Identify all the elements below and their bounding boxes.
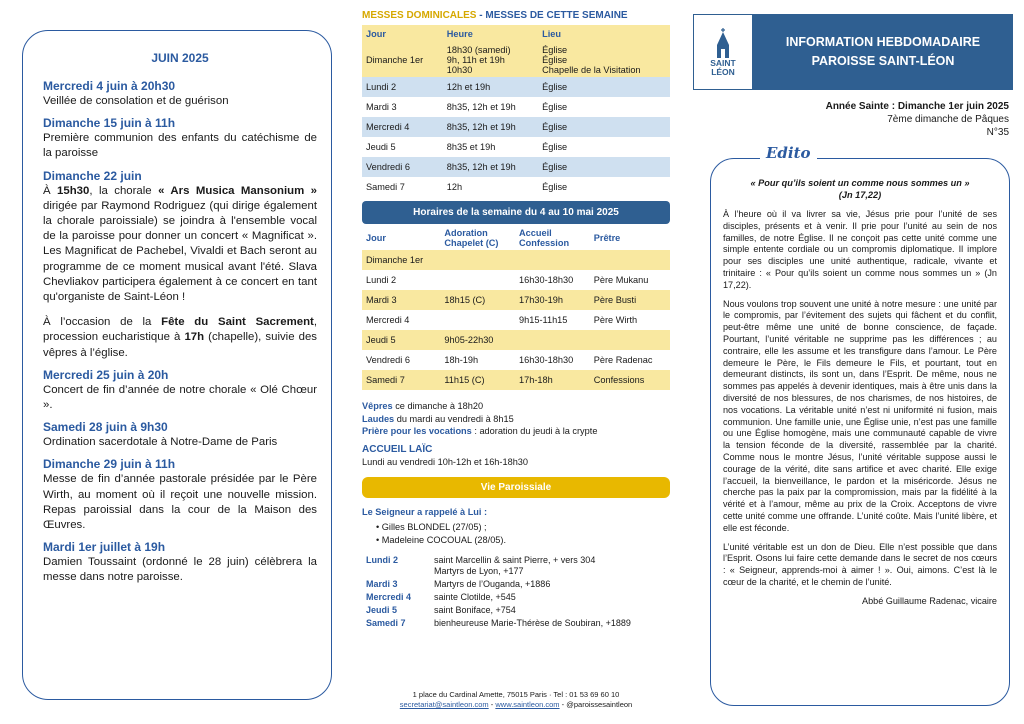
header-band: [693, 14, 1013, 90]
table-row: [362, 370, 670, 390]
table-cell: 8h35 et 19h: [446, 142, 496, 152]
title-line-1: INFORMATION HEBDOMADAIRE: [785, 35, 981, 49]
defunt-item: • Gilles BLONDEL (27/05) ;: [376, 522, 487, 532]
event-date: Mercredi 25 juin à 20h: [43, 367, 169, 382]
title-line-2: PAROISSE SAINT-LÉON: [811, 54, 955, 68]
table-row: [362, 97, 670, 117]
event-text-part: , la chorale: [89, 184, 159, 197]
vepres-label: Vêpres: [362, 401, 393, 411]
table-cell: Église: [542, 162, 568, 172]
table-row: [362, 350, 670, 370]
event-text: Ordination sacerdotale à Notre-Dame de Paris: [43, 436, 278, 449]
table-cell: Samedi 7: [366, 182, 405, 192]
table-row: [362, 310, 670, 330]
table-cell: Vendredi 6: [366, 162, 410, 172]
table-cell: Confessions: [593, 375, 645, 385]
table-cell: Église: [542, 182, 568, 192]
event-text: [43, 184, 317, 306]
signature: Abbé Guillaume Radenac, vicaire: [862, 595, 997, 606]
priere-text: : adoration du jeudi à la crypte: [471, 426, 598, 436]
edito-box: [710, 158, 1010, 706]
event-text-part: , procession eucharistique à: [43, 316, 317, 344]
table-cell: Dimanche 1er: [366, 255, 424, 265]
defunt-item: • Madeleine COCOUAL (28/05).: [376, 534, 507, 545]
table-row: [362, 177, 670, 197]
table-cell: [590, 250, 670, 270]
table-cell: Père Busti: [593, 295, 637, 305]
table-cell: [440, 250, 515, 270]
event-text-part: dirigée par Raymond Rodriguez (qui dirige également la chorale paroissiale) se joindra à l'ensemble vocal de la paroisse pour donner un concert « Magnificat ». Les Magnificat de Pachebel, Vivaldi et Bach seront au programme de ce moment musical avant l'été. Slava Chevliakov participera également à ce concert en tant qu'organiste de Saint-Léon !: [43, 199, 317, 304]
table-cell: Jeudi 5: [366, 142, 396, 152]
table-cell: 8h35, 12h et 19h: [446, 122, 516, 132]
rappele-title: Le Seigneur a rappelé à Lui :: [362, 506, 488, 517]
table-cell: Mercredi 4: [366, 315, 410, 325]
messes-table: [362, 25, 670, 197]
footer-address: 1 place du Cardinal Amette, 75015 Paris · Tel : 01 53 69 60 10: [412, 690, 620, 699]
table-cell: 8h35, 12h et 19h: [446, 102, 516, 112]
table-cell: Père Radenac: [593, 355, 653, 365]
month-title: JUIN 2025: [151, 51, 209, 65]
table-cell: Lundi 2: [366, 275, 397, 285]
agenda-panel: [22, 30, 332, 700]
liturgical-sunday: 7ème dimanche de Pâques: [887, 114, 1009, 125]
saint-row: [362, 604, 670, 617]
saint-row: [362, 554, 670, 578]
event-item: [43, 457, 317, 533]
table-cell: Jeudi 5: [366, 335, 396, 345]
parish-logo: [693, 14, 753, 90]
messes-title-a: MESSES DOMINICALES: [362, 10, 477, 21]
table-row: [362, 43, 670, 77]
column-header: Lieu: [542, 29, 562, 39]
event-item: [43, 540, 317, 585]
table-cell: 18h-19h: [444, 355, 479, 365]
table-cell: 18h30 (samedi) 9h, 11h et 19h 10h30: [446, 45, 511, 75]
issue-number: N°35: [986, 127, 1009, 138]
saint-name: sainte Clotilde, +545: [434, 592, 516, 602]
table-cell: 9h05-22h30: [444, 335, 494, 345]
table-cell: 16h30-18h30: [519, 275, 574, 285]
event-text-part: À: [43, 184, 58, 197]
accueil-title: ACCUEIL LAÏC: [362, 443, 433, 455]
saint-name: saint Marcellin & saint Pierre, + vers 304 Martyrs de Lyon, +177: [434, 555, 596, 576]
footer-email-link[interactable]: secretariat@saintleon.com: [399, 700, 489, 709]
laudes-label: Laudes: [362, 413, 395, 424]
table-cell: Église: [542, 102, 568, 112]
saint-day: Lundi 2: [366, 555, 398, 565]
event-text-part: 17h: [184, 331, 205, 344]
saints-table: [362, 554, 670, 630]
event-text-part: À l’occasion de la: [43, 316, 162, 329]
column-header: Heure: [446, 29, 473, 39]
table-row: [362, 157, 670, 177]
table-row: [362, 77, 670, 97]
table-row: [362, 250, 670, 270]
event-text-part: (chapelle), suivie des vêpres à l’église.: [43, 331, 317, 359]
saint-day: Jeudi 5: [366, 605, 398, 615]
event-text: Messe de fin d’année pastorale présidée par le Père Wirth, au moment où il reçoit une nouvelle mission. Repas paroissial dans la cour de la Maison des Œuvres.: [43, 473, 317, 532]
edito-quote: [723, 177, 997, 201]
table-cell: Église: [542, 82, 568, 92]
event-date: Samedi 28 juin à 9h30: [43, 420, 168, 435]
table-cell: [515, 330, 590, 350]
table-cell: Église: [542, 122, 568, 132]
messes-title: [362, 10, 670, 21]
footer-web-link[interactable]: www.saintleon.com: [495, 700, 560, 709]
horaires-band: Horaires de la semaine du 4 au 10 mai 2025: [362, 201, 670, 224]
table-cell: 17h-18h: [519, 375, 553, 385]
saint-day: Samedi 7: [366, 618, 406, 628]
event-date: Dimanche 29 juin à 11h: [43, 457, 176, 472]
priere-label: Prière pour les vocations: [362, 426, 472, 436]
vepres-text: ce dimanche à 18h20: [392, 401, 484, 411]
saint-row: [362, 617, 670, 630]
table-cell: Lundi 2: [366, 82, 397, 92]
saint-day: Mercredi 4: [366, 592, 412, 602]
events-list: [43, 79, 317, 586]
table-cell: Dimanche 1er: [366, 55, 424, 65]
annee-sainte: Année Sainte : Dimanche 1er juin 2025: [825, 101, 1009, 112]
table-row: [362, 330, 670, 350]
messes-title-sep: -: [476, 10, 486, 21]
event-item: [43, 420, 317, 450]
issue-meta: [693, 100, 1013, 139]
event-item: [43, 169, 317, 306]
table-cell: Église Église Chapelle de la Visitation: [542, 45, 641, 75]
messes-title-b: MESSES DE CETTE SEMAINE: [485, 10, 628, 21]
horaires-table: [362, 226, 670, 390]
table-row: [362, 137, 670, 157]
event-date: Mardi 1er juillet à 19h: [43, 540, 166, 555]
event-text: Veillée de consolation et de guérison: [43, 95, 229, 107]
saint-name: bienheureuse Marie-Thérèse de Soubiran, +1889: [434, 618, 631, 628]
table-cell: 11h15 (C): [444, 375, 485, 385]
table-cell: 12h et 19h: [446, 82, 491, 92]
event-item: [43, 368, 317, 413]
edito-paragraph: À l’heure où il va livrer sa vie, Jésus prie pour l’unité de ses disciples, présents et à venir. Il prie pour l’unité au sein de nos familles, de notre Église. Il ne conçoit pas cette unité comme une simple entente cordiale ou un compromis diplomatique. Il implore pour ses disciples une unité authentique, radicale, vivante et trinitaire : « Pour qu’ils soient un comme nous sommes un » (Jn 17,22).: [723, 209, 997, 290]
event-text: [43, 315, 317, 361]
table-row: [362, 117, 670, 137]
saint-name: saint Boniface, +754: [434, 605, 516, 615]
table-cell: [590, 330, 670, 350]
event-text-part: 15h30: [57, 184, 90, 197]
vie-band: Vie Paroissiale: [362, 477, 670, 498]
table-cell: Mardi 3: [366, 295, 397, 305]
table-row: [362, 270, 670, 290]
column-header: Adoration Chapelet (C): [444, 228, 499, 248]
footer-sep-2: -: [559, 700, 567, 709]
logo-text-1: SAINT: [710, 58, 736, 68]
event-text-part: « Ars Musica Mansonium »: [158, 184, 317, 197]
event-text: Première communion des enfants du catéchisme de la paroisse: [43, 132, 317, 160]
table-cell: [440, 310, 515, 330]
footer-sep-1: -: [488, 700, 496, 709]
table-cell: [440, 270, 515, 290]
event-item: [43, 116, 317, 161]
table-cell: Père Wirth: [593, 315, 638, 325]
table-cell: Mercredi 4: [366, 122, 410, 132]
quote-ref: (Jn 17,22): [838, 190, 882, 200]
table-cell: [515, 250, 590, 270]
footer-insta: @paroissesaintleon: [566, 700, 633, 709]
table-cell: Mardi 3: [366, 102, 397, 112]
event-text: Damien Toussaint (ordonné le 28 juin) célèbrera la messe dans notre paroisse.: [43, 556, 317, 584]
event-text: Concert de fin d’année de notre chorale « Olé Chœur ».: [43, 383, 317, 412]
event-date: Mercredi 4 juin à 20h30: [43, 79, 176, 93]
edito-paragraph: L’unité véritable est un don de Dieu. Elle n’est possible que dans l’Esprit. Osons lui faire cette demande dans le secret de nos cœurs : « Seigneur, apprends-moi à aimer ! ». Oui, aimons. C’est là le cœur de la charité, et le chemin de l’unité.: [723, 541, 997, 587]
column-header: Accueil Confession: [519, 228, 570, 248]
table-cell: Vendredi 6: [366, 355, 410, 365]
saint-row: [362, 591, 670, 604]
table-cell: 18h15 (C): [444, 295, 486, 305]
table-cell: Samedi 7: [366, 375, 405, 385]
offices-block: [362, 400, 670, 469]
event-item: [43, 315, 317, 361]
rappele-block: [362, 506, 670, 547]
event-date: Dimanche 15 juin à 11h: [43, 116, 176, 131]
edito-paragraph: Nous voulons trop souvent une unité à notre mesure : une unité par le compromis, par l’évitement des sujets qui fâchent et du conflit, peut-être même une unité de bonne conscience, de façade. Pourtant, l’unité véritable ne supprime pas les différences ; au contraire, elle les assume et les transfigure dans l’amour. Le Père demeure le Père, le Fils demeure le Fils, et pourtant, tout en demeurant distincts, ils sont un, dans l’Esprit. De même, nous ne sommes pas appelés à devenir identiques, mais à être unis dans la diversité de nos blessures, de nos charismes, de nos histoires, de nos vocations. La véritable unité n’est ni uniformité ni fusion, mais communion. Une famille unie, une Église unie, n’est pas une famille ou une Église homogène, mais une communauté capable de vivre la tension féconde de la diversité, rassemblée par la charité. Comme nous le montre Jésus, l’unité véritable suppose aussi le courage de la vérité, dite sans artifice et avec charité. Elle exige l’accueil, la bienveillance, le pardon et la miséricorde. Jésus ne cherche pas la paix par la compromission, mais par la fidélité à la vérité et à l’amour, même au prix de la Croix. Acceptons de vivre cette unité comme une offrande. L’unité coûte. Mais l’unité libère, et elle est féconde.: [723, 298, 997, 533]
edito-label: Edito: [760, 144, 817, 162]
right-column: [693, 14, 1013, 139]
middle-column: [362, 10, 670, 630]
column-header: Jour: [366, 29, 386, 39]
table-cell: 17h30-19h: [519, 295, 563, 305]
saint-name: Martyrs de l’Ouganda, +1886: [434, 579, 551, 589]
table-cell: Père Mukanu: [593, 275, 649, 285]
table-cell: 12h: [446, 182, 463, 192]
event-text-part: Fête du Saint Sacrement: [161, 316, 314, 329]
saint-day: Mardi 3: [366, 579, 398, 589]
bulletin-title: [753, 33, 1013, 71]
column-header: Jour: [366, 233, 386, 243]
logo-text-2: LÉON: [711, 67, 735, 77]
laudes-text: du mardi au vendredi à 8h15: [394, 413, 514, 424]
saint-row: [362, 578, 670, 591]
table-cell: 9h15-11h15: [519, 315, 568, 325]
table-cell: Église: [542, 142, 568, 152]
quote-text: « Pour qu’ils soient un comme nous sommes un »: [750, 178, 970, 188]
table-cell: 8h35, 12h et 19h: [446, 162, 516, 172]
column-header: Prêtre: [593, 233, 621, 243]
accueil-text: Lundi au vendredi 10h-12h et 16h-18h30: [362, 457, 529, 467]
event-date: Dimanche 22 juin: [43, 168, 142, 183]
event-item: [43, 79, 317, 109]
table-cell: 16h30-18h30: [519, 355, 574, 365]
church-tower-icon: [712, 27, 734, 59]
table-row: [362, 290, 670, 310]
footer: [362, 690, 670, 710]
